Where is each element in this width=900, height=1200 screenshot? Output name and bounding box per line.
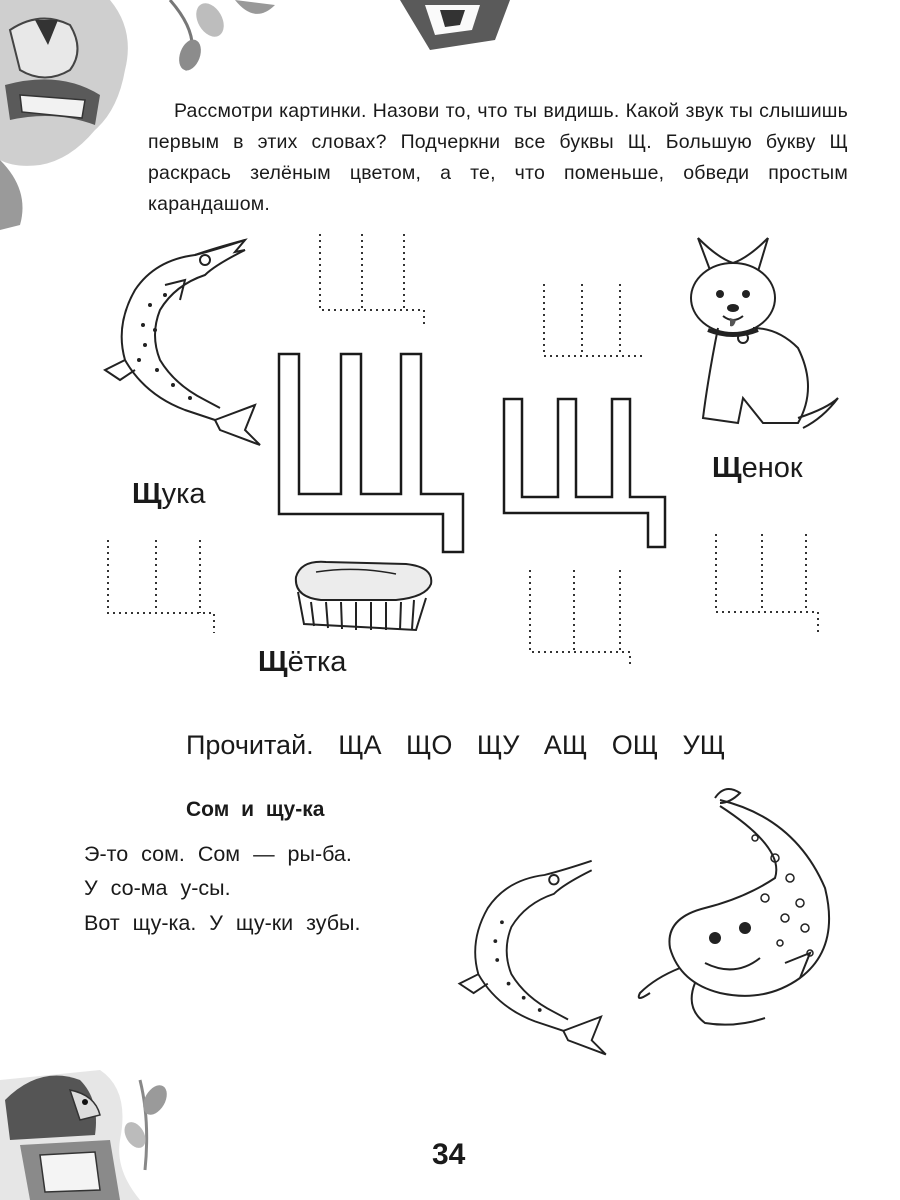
word-label-brush: Щётка: [258, 646, 347, 678]
puppy-illustration: [678, 228, 848, 438]
big-sha-letter-right: [500, 395, 700, 555]
syllable: ОЩ: [611, 730, 659, 760]
read-label: Прочитай.: [186, 730, 314, 760]
syllable: ЩО: [406, 730, 453, 760]
syllable: АЩ: [543, 730, 588, 760]
read-syllables-line: [186, 730, 742, 761]
owl-reading-illustration: [0, 0, 150, 230]
word-label-pike: Щука: [132, 478, 206, 510]
story-line: Э-то сом. Сом — ры-ба.: [84, 842, 352, 866]
word-label-puppy: Щенок: [712, 452, 803, 484]
book-icon: [400, 0, 520, 60]
pike-fish-illustration: [450, 850, 620, 1070]
story-line: У со-ма у-сы.: [84, 876, 231, 900]
syllable: УЩ: [682, 730, 726, 760]
big-sha-letter-left: [275, 350, 475, 560]
dotted-sha-letter: [104, 538, 234, 638]
dotted-sha-letter: [540, 282, 650, 372]
catfish-illustration: [625, 778, 855, 1038]
leaf-icon: [165, 0, 285, 80]
pike-fish-illustration: [95, 230, 275, 460]
dotted-sha-letter: [526, 568, 656, 668]
story-line: Вот щу-ка. У щу-ки зубы.: [84, 911, 361, 935]
dotted-sha-letter: [316, 232, 436, 332]
instruction-text: Рассмотри картинки. Назови то, что ты видишь. Какой звук ты слышишь первым в этих словах? Подчеркни все буквы Щ. Большую букву Щ раскрась зелёным цветом, а те, что поменьше, обведи простым карандашом.: [148, 100, 848, 215]
page-number: 34: [432, 1138, 466, 1171]
syllable: ЩУ: [476, 730, 520, 760]
story-title: Сом и щу-ка: [186, 798, 325, 821]
brush-illustration: [286, 552, 436, 642]
hedgehog-illustration: [0, 1060, 210, 1200]
dotted-sha-letter: [712, 532, 842, 642]
syllable: ЩА: [338, 730, 382, 760]
